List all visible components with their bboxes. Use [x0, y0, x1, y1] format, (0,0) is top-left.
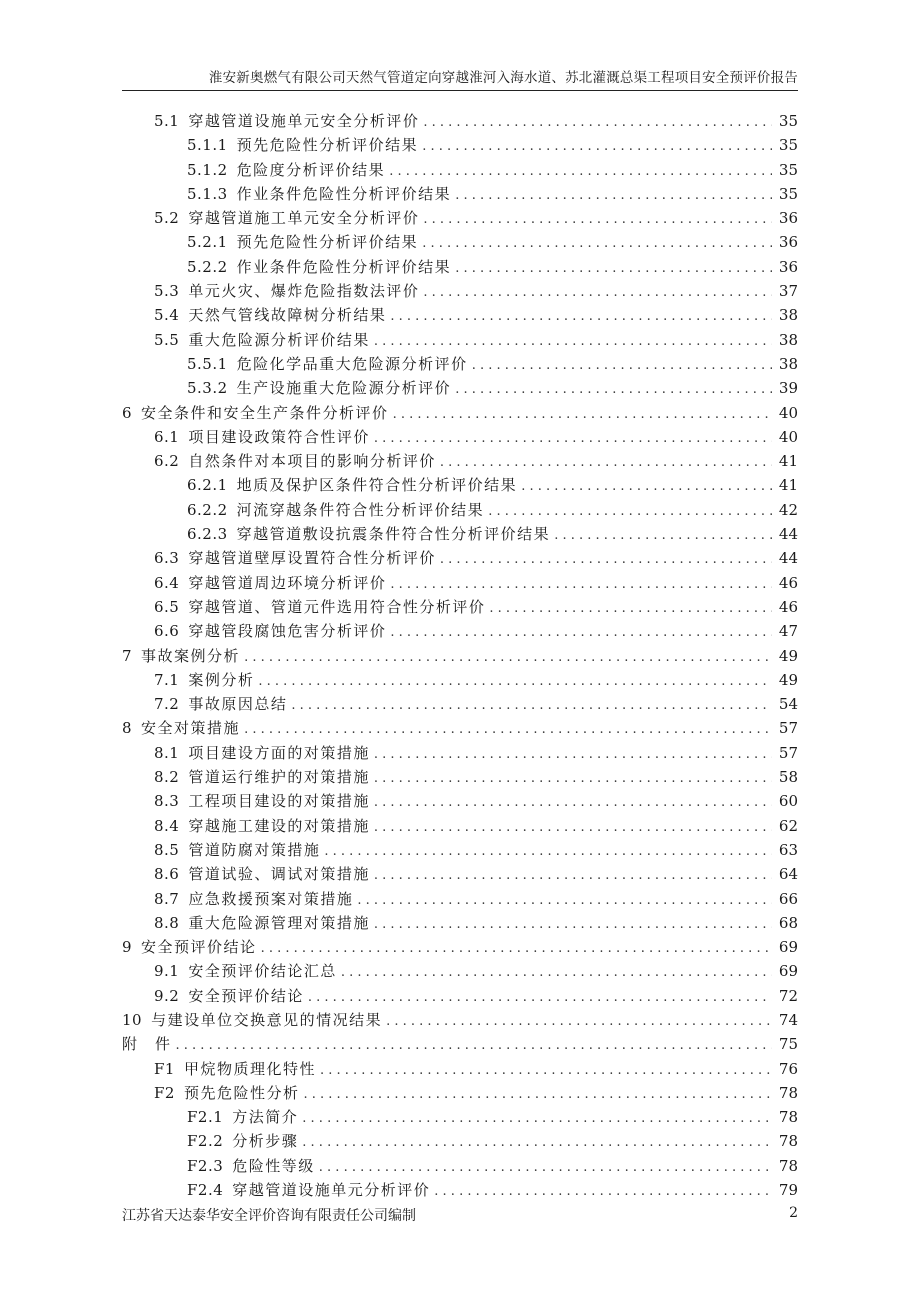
toc-entry[interactable]: [122, 766, 798, 790]
toc-entry-number: 6.1: [154, 427, 180, 446]
toc-entry-number: 7.1: [154, 670, 180, 689]
toc-entry[interactable]: [122, 183, 798, 207]
toc-dot-leader: [374, 431, 772, 446]
toc-dot-leader: [374, 747, 772, 762]
toc-entry-page: 44: [778, 549, 798, 568]
toc-dot-leader: [302, 1111, 772, 1126]
toc-dot-leader: [374, 771, 772, 786]
toc-entry[interactable]: [122, 110, 798, 134]
toc-dot-leader: [261, 941, 772, 956]
toc-entry[interactable]: [122, 693, 798, 717]
toc-dot-leader: [489, 601, 772, 616]
toc-entry-title: 作业条件危险性分析评价结果: [236, 257, 452, 276]
toc-entry-title: 穿越管段腐蚀危害分析评价: [188, 622, 387, 641]
toc-entry-title: 预先危险性分析评价结果: [236, 233, 419, 252]
toc-entry-title: 穿越管道设施单元分析评价: [232, 1181, 431, 1200]
toc-dot-leader: [554, 528, 772, 543]
toc-entry-title: 危险度分析评价结果: [236, 160, 386, 179]
toc-entry-page: 46: [778, 597, 798, 616]
toc-entry-title: 与建设单位交换意见的情况结果: [151, 1010, 383, 1029]
toc-entry[interactable]: [122, 256, 798, 280]
toc-entry-number: F2.3: [187, 1156, 224, 1175]
toc-entry-page: 41: [778, 452, 798, 471]
toc-dot-leader: [258, 674, 772, 689]
toc-entry-page: 35: [778, 160, 798, 179]
toc-entry-title: 穿越管道敷设抗震条件符合性分析评价结果: [236, 525, 551, 544]
toc-entry-title: 分析步骤: [232, 1132, 299, 1151]
toc-entry-number: 6.3: [154, 549, 180, 568]
toc-dot-leader: [423, 212, 772, 227]
toc-entry[interactable]: [122, 1009, 798, 1033]
toc-dot-leader: [176, 1038, 772, 1053]
toc-entry-number: F2: [154, 1083, 175, 1102]
toc-entry-number: 9: [122, 938, 133, 957]
toc-entry-page: 76: [778, 1059, 798, 1078]
toc-entry-title: 穿越施工建设的对策措施: [188, 816, 370, 835]
toc-entry-page: 44: [778, 525, 798, 544]
toc-entry-number: 8.8: [154, 913, 180, 932]
toc-entry-title: 穿越管道、管道元件选用符合性分析评价: [188, 597, 486, 616]
toc-entry-title: 自然条件对本项目的影响分析评价: [188, 452, 436, 471]
toc-dot-leader: [390, 309, 772, 324]
toc-dot-leader: [455, 261, 772, 276]
toc-entry[interactable]: [122, 304, 798, 328]
toc-dot-leader: [455, 188, 772, 203]
toc-entry-number: F2.2: [187, 1132, 224, 1151]
toc-entry-number: 8.2: [154, 768, 180, 787]
toc-dot-leader: [244, 722, 772, 737]
toc-entry-title: 重大危险源分析评价结果: [188, 330, 370, 349]
toc-entry-title: 附 件: [122, 1035, 172, 1054]
toc-entry-page: 78: [778, 1156, 798, 1175]
toc-dot-leader: [386, 1014, 772, 1029]
toc-entry-number: 5.1: [154, 112, 180, 130]
toc-entry[interactable]: [122, 353, 798, 377]
toc-dot-leader: [374, 868, 772, 883]
toc-dot-leader: [422, 236, 772, 251]
toc-entry[interactable]: [122, 815, 798, 839]
toc-entry-number: 5.2: [154, 209, 180, 228]
toc-entry-number: 8: [122, 719, 133, 738]
toc-entry-page: 38: [778, 354, 798, 373]
toc-entry-page: 60: [778, 792, 798, 811]
toc-entry-number: 5.1.1: [187, 136, 228, 155]
page-header: 淮安新奥燃气有限公司天然气管道定向穿越淮河入海水道、苏北灌溉总渠工程项目安全预评价报告: [208, 70, 798, 86]
toc-entry[interactable]: [122, 839, 798, 863]
toc-entry-number: 6.6: [154, 622, 180, 641]
toc-entry-page: 37: [778, 282, 798, 301]
toc-entry-title: 甲烷物质理化特性: [183, 1059, 316, 1078]
toc-entry-title: 预先危险性分析: [183, 1083, 300, 1102]
toc-dot-leader: [341, 965, 772, 980]
toc-entry-title: 事故原因总结: [188, 695, 288, 714]
toc-entry-number: 8.1: [154, 743, 180, 762]
toc-entry-page: 58: [778, 768, 798, 787]
toc-entry-page: 64: [778, 865, 798, 884]
toc-entry-number: 6.2.3: [187, 525, 228, 544]
toc-entry[interactable]: [122, 645, 798, 669]
toc-entry-title: 项目建设政策符合性评价: [188, 427, 370, 446]
toc-entry-number: 5.5: [154, 330, 180, 349]
toc-entry-page: 38: [778, 330, 798, 349]
toc-entry[interactable]: [122, 1033, 798, 1057]
toc-dot-leader: [320, 1063, 772, 1078]
toc-entry-page: 36: [778, 257, 798, 276]
toc-entry-page: 36: [778, 233, 798, 252]
toc-entry-title: 事故案例分析: [141, 646, 241, 665]
toc-entry-title: 工程项目建设的对策措施: [188, 792, 370, 811]
toc-dot-leader: [423, 115, 772, 130]
toc-entry-page: 38: [778, 306, 798, 325]
toc-entry[interactable]: [122, 1130, 798, 1154]
toc-entry-title: 穿越管道设施单元安全分析评价: [188, 112, 420, 130]
toc-entry-number: F1: [154, 1059, 175, 1078]
toc-entry-page: 78: [778, 1132, 798, 1151]
toc-entry-number: F2.4: [187, 1181, 224, 1200]
toc-entry[interactable]: [122, 134, 798, 158]
toc-entry-page: 57: [778, 743, 798, 762]
toc-entry-page: 40: [778, 403, 798, 422]
toc-dot-leader: [374, 795, 772, 810]
toc-entry-number: 6: [122, 403, 133, 422]
toc-dot-leader: [244, 650, 772, 665]
toc-entry-page: 49: [778, 670, 798, 689]
toc-entry-title: 地质及保护区条件符合性分析评价结果: [236, 476, 518, 495]
toc-entry[interactable]: [122, 426, 798, 450]
toc-dot-leader: [319, 1160, 772, 1175]
toc-entry-title: 危险化学品重大危险源分析评价: [236, 354, 468, 373]
toc-entry-title: 安全预评价结论: [141, 938, 257, 957]
toc-dot-leader: [423, 285, 772, 300]
toc-entry-number: 9.1: [154, 962, 180, 981]
toc-entry-page: 41: [778, 476, 798, 495]
toc-dot-leader: [390, 625, 772, 640]
toc-entry-title: 管道试验、调试对策措施: [188, 865, 370, 884]
toc-entry-page: 36: [778, 209, 798, 228]
toc-entry-number: F2.1: [187, 1108, 224, 1127]
toc-entry-number: 6.2.1: [187, 476, 228, 495]
toc-entry-title: 单元火灾、爆炸危险指数法评价: [188, 282, 420, 301]
toc-entry[interactable]: [122, 742, 798, 766]
toc-entry-number: 9.2: [154, 986, 180, 1005]
toc-entry-page: 42: [778, 500, 798, 519]
toc-entry[interactable]: [122, 936, 798, 960]
toc-entry-page: 49: [778, 646, 798, 665]
toc-dot-leader: [374, 917, 772, 932]
toc-entry-number: 5.2.2: [187, 257, 228, 276]
toc-entry-page: 47: [778, 622, 798, 641]
toc-entry-number: 6.5: [154, 597, 180, 616]
toc-entry-page: 40: [778, 427, 798, 446]
header-divider: [122, 90, 798, 91]
toc-dot-leader: [472, 358, 772, 373]
toc-entry-title: 应急救援预案对策措施: [188, 889, 354, 908]
toc-entry-page: 78: [778, 1083, 798, 1102]
toc-entry-number: 5.5.1: [187, 354, 228, 373]
toc-dot-leader: [488, 504, 772, 519]
toc-entry[interactable]: [122, 159, 798, 183]
toc-dot-leader: [389, 164, 772, 179]
toc-entry-number: 7.2: [154, 695, 180, 714]
toc-dot-leader: [324, 844, 772, 859]
toc-entry-page: 35: [778, 112, 798, 130]
toc-entry-page: 66: [778, 889, 798, 908]
toc-entry[interactable]: [122, 329, 798, 353]
toc-entry[interactable]: [122, 231, 798, 255]
toc-entry-number: 10: [122, 1010, 143, 1029]
toc-entry-page: 63: [778, 840, 798, 859]
table-of-contents: [122, 110, 798, 1203]
toc-entry[interactable]: [122, 1058, 798, 1082]
toc-dot-leader: [440, 552, 772, 567]
toc-entry[interactable]: [122, 596, 798, 620]
toc-entry-title: 预先危险性分析评价结果: [236, 136, 419, 155]
toc-entry[interactable]: [122, 888, 798, 912]
toc-entry[interactable]: [122, 1082, 798, 1106]
toc-dot-leader: [303, 1087, 772, 1102]
toc-entry[interactable]: [122, 207, 798, 231]
toc-entry-page: 57: [778, 719, 798, 738]
toc-entry-page: 62: [778, 816, 798, 835]
toc-dot-leader: [393, 407, 772, 422]
toc-dot-leader: [374, 820, 772, 835]
toc-entry[interactable]: [122, 547, 798, 571]
toc-entry-title: 安全预评价结论: [188, 986, 304, 1005]
footer-company: 江苏省天达泰华安全评价咨询有限责任公司编制: [122, 1208, 416, 1224]
toc-entry-page: 35: [778, 184, 798, 203]
toc-entry-page: 39: [778, 379, 798, 398]
toc-entry-title: 方法简介: [232, 1108, 299, 1127]
toc-dot-leader: [455, 382, 772, 397]
toc-dot-leader: [434, 1184, 772, 1199]
toc-entry-number: 6.4: [154, 573, 180, 592]
toc-entry[interactable]: [122, 499, 798, 523]
toc-entry-number: 5.1.3: [187, 184, 228, 203]
toc-entry-number: 8.7: [154, 889, 180, 908]
toc-entry-page: 78: [778, 1108, 798, 1127]
toc-dot-leader: [374, 334, 772, 349]
toc-entry[interactable]: [122, 985, 798, 1009]
toc-entry-title: 安全对策措施: [141, 719, 241, 738]
toc-entry-number: 8.4: [154, 816, 180, 835]
toc-entry-number: 8.5: [154, 840, 180, 859]
toc-entry-page: 46: [778, 573, 798, 592]
toc-entry-page: 54: [778, 695, 798, 714]
toc-entry-number: 8.3: [154, 792, 180, 811]
toc-entry[interactable]: [122, 1106, 798, 1130]
toc-entry-title: 穿越管道壁厚设置符合性分析评价: [188, 549, 436, 568]
toc-dot-leader: [302, 1135, 772, 1150]
toc-entry-number: 5.1.2: [187, 160, 228, 179]
toc-entry-number: 6.2.2: [187, 500, 228, 519]
toc-entry-title: 天然气管线故障树分析结果: [188, 306, 387, 325]
toc-entry[interactable]: [122, 863, 798, 887]
toc-entry[interactable]: [122, 717, 798, 741]
toc-entry-number: 5.3.2: [187, 379, 228, 398]
toc-dot-leader: [291, 698, 772, 713]
toc-entry-page: 75: [778, 1035, 798, 1054]
toc-entry-title: 安全预评价结论汇总: [188, 962, 337, 981]
toc-entry-number: 8.6: [154, 865, 180, 884]
toc-entry[interactable]: [122, 280, 798, 304]
toc-entry-title: 管道防腐对策措施: [188, 840, 321, 859]
toc-entry[interactable]: [122, 912, 798, 936]
toc-entry[interactable]: [122, 377, 798, 401]
toc-entry-page: 68: [778, 913, 798, 932]
toc-entry[interactable]: [122, 1155, 798, 1179]
toc-entry-title: 河流穿越条件符合性分析评价结果: [236, 500, 485, 519]
toc-entry-number: 5.4: [154, 306, 180, 325]
toc-dot-leader: [308, 990, 772, 1005]
toc-entry[interactable]: [122, 620, 798, 644]
toc-entry-number: 5.3: [154, 282, 180, 301]
toc-dot-leader: [390, 577, 772, 592]
toc-entry-title: 危险性等级: [232, 1156, 315, 1175]
toc-dot-leader: [440, 455, 772, 470]
toc-entry-page: 69: [778, 962, 798, 981]
toc-entry[interactable]: [122, 790, 798, 814]
toc-entry[interactable]: [122, 474, 798, 498]
toc-entry-page: 79: [778, 1181, 798, 1200]
toc-entry-title: 作业条件危险性分析评价结果: [236, 184, 452, 203]
toc-dot-leader: [357, 893, 772, 908]
toc-entry-title: 安全条件和安全生产条件分析评价: [141, 403, 389, 422]
toc-entry-number: 7: [122, 646, 133, 665]
toc-entry[interactable]: [122, 402, 798, 426]
toc-entry[interactable]: [122, 450, 798, 474]
toc-entry-page: 72: [778, 986, 798, 1005]
footer-page-number: 2: [789, 1205, 798, 1221]
toc-entry-page: 74: [778, 1010, 798, 1029]
toc-entry-title: 生产设施重大危险源分析评价: [236, 379, 452, 398]
toc-entry-number: 6.2: [154, 452, 180, 471]
toc-entry-page: 69: [778, 938, 798, 957]
toc-dot-leader: [521, 479, 772, 494]
toc-entry-title: 案例分析: [188, 670, 255, 689]
toc-entry-title: 穿越管道周边环境分析评价: [188, 573, 387, 592]
toc-entry-page: 35: [778, 136, 798, 155]
toc-entry-number: 5.2.1: [187, 233, 228, 252]
toc-entry[interactable]: [122, 1179, 798, 1203]
toc-entry[interactable]: [122, 523, 798, 547]
toc-entry-title: 管道运行维护的对策措施: [188, 768, 370, 787]
toc-entry[interactable]: [122, 572, 798, 596]
toc-entry-title: 重大危险源管理对策措施: [188, 913, 370, 932]
toc-dot-leader: [422, 139, 772, 154]
toc-entry-title: 项目建设方面的对策措施: [188, 743, 370, 762]
toc-entry[interactable]: [122, 960, 798, 984]
toc-entry[interactable]: [122, 669, 798, 693]
toc-entry-title: 穿越管道施工单元安全分析评价: [188, 209, 420, 228]
